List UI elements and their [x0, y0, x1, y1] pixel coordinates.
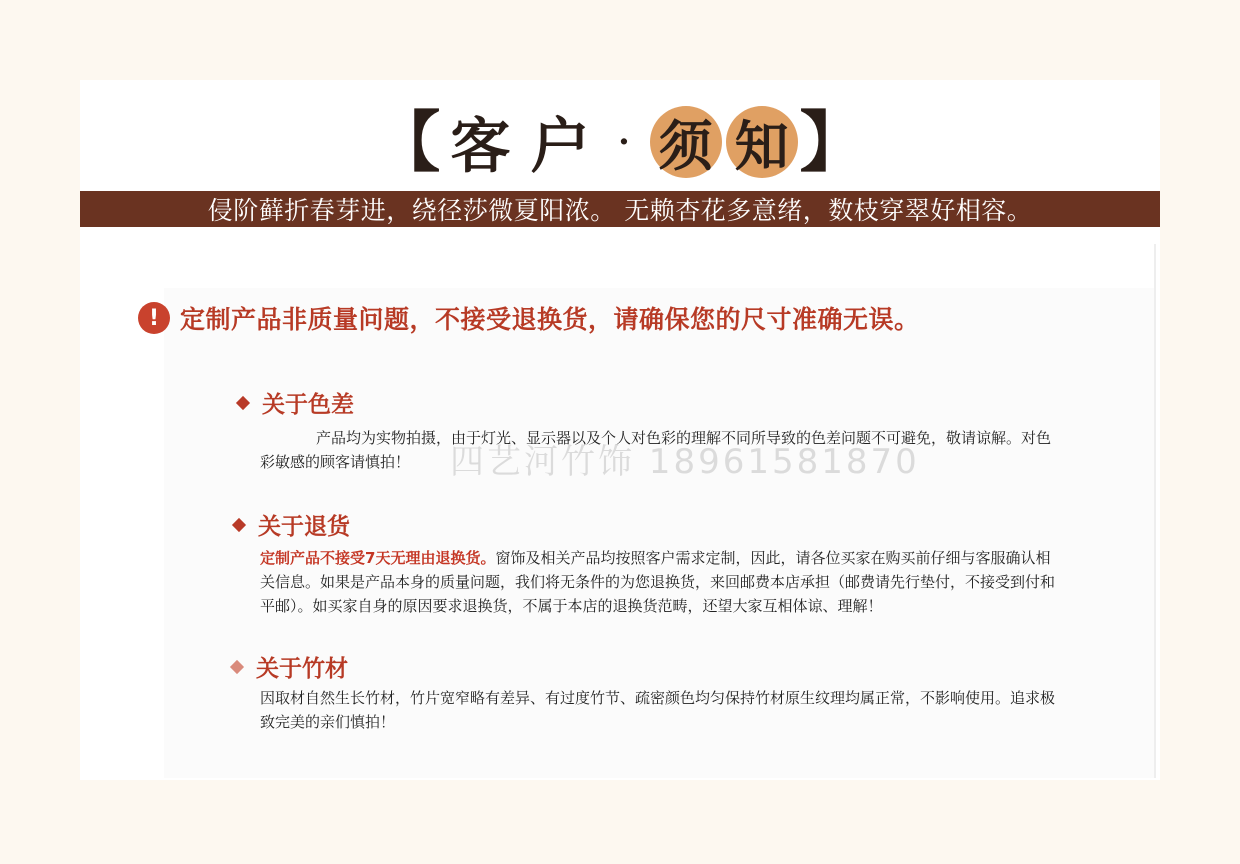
- exclamation-icon: !: [138, 302, 170, 334]
- section-bamboo: [232, 650, 348, 683]
- title-char-zhi-circle: 知: [726, 106, 798, 178]
- page-title: [80, 102, 1160, 182]
- watermark: 四艺河竹饰 18961581870: [450, 442, 920, 482]
- title-char-xu-circle: 须: [650, 106, 722, 178]
- diamond-bullet-icon: [230, 659, 244, 673]
- panel-divider: [1154, 244, 1156, 778]
- section-color-diff: [238, 386, 354, 419]
- poem-banner: 侵阶藓折春芽进，绕径莎微夏阳浓。 无赖杏花多意绪，数枝穿翠好相容。: [80, 191, 1160, 227]
- notice-card: [80, 80, 1160, 780]
- title-char-hu: 户: [530, 112, 591, 182]
- section-returns: [234, 508, 350, 541]
- warning-notice: [138, 300, 920, 336]
- section-paragraph: [260, 546, 1060, 618]
- diamond-bullet-icon: [232, 517, 246, 531]
- title-char-ke: 客: [450, 112, 511, 182]
- title-bracket-close: 】: [799, 103, 866, 181]
- section-title: 关于竹材: [256, 656, 348, 682]
- diamond-bullet-icon: [236, 395, 250, 409]
- title-dot: ·: [616, 114, 632, 170]
- section-paragraph: 产品均为实物拍摄，由于灯光、显示器以及个人对色彩的理解不同所导致的色差问题不可避免，敬请谅解。对色彩敏感的顾客请慎拍！: [260, 429, 1052, 471]
- section-paragraph: 因取材自然生长竹材，竹片宽窄略有差异、有过度竹节、疏密颜色均匀保持竹材原生纹理均属正常，不影响使用。追求极致完美的亲们慎拍！: [260, 689, 1056, 731]
- highlight-text: 定制产品不接受7天无理由退换货。: [260, 549, 496, 567]
- section-title: 关于色差: [262, 392, 354, 418]
- body-text: 窗饰及相关产品均按照客户需求定制，因此，请各位买家在购买前仔细与客服确认相关信息。如果是产品本身的质量问题，我们将无条件的为您退换货，来回邮费本店承担（邮费请先行垫付，不接受到付和平邮）。如买家自身的原因要求退换货，不属于本店的退换货范畴，还望大家互相体谅、理解！: [260, 549, 1056, 615]
- warning-text: 定制产品非质量问题，不接受退换货，请确保您的尺寸准确无误。: [180, 305, 920, 334]
- section-title: 关于退货: [258, 514, 350, 540]
- title-bracket-open: 【: [374, 103, 441, 181]
